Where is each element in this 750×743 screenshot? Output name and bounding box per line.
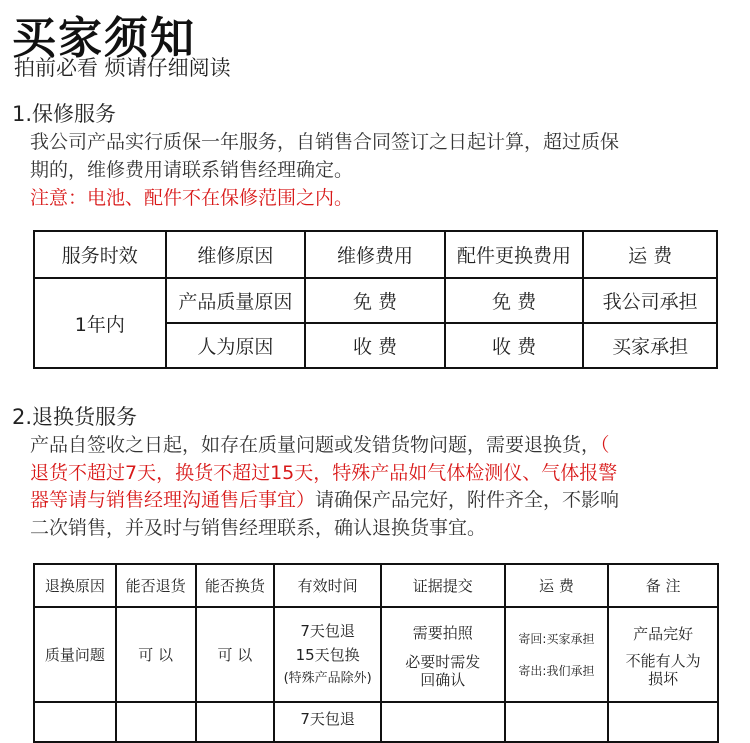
table-header-cell: 能否退货: [116, 564, 196, 607]
page-subtitle: 拍前必看 烦请仔细阅读: [14, 56, 231, 80]
table-cell: 可 以: [196, 607, 275, 702]
table-cell: 人为原因: [166, 323, 306, 368]
warranty-note: 注意：电池、配件不在保修范围之内。: [30, 187, 354, 209]
table-cell: 收 费: [305, 323, 445, 368]
table-header-cell: 能否换货: [196, 564, 275, 607]
table-cell: 产品质量原因: [166, 278, 306, 323]
returns-text-normal: 请确保产品完好，附件齐全，不影响: [315, 489, 620, 511]
cell-line: 7天包退: [300, 710, 355, 728]
table-header-cell: 有效时间: [274, 564, 381, 607]
table-cell: 质量问题: [34, 607, 116, 702]
returns-table: [33, 563, 719, 743]
returns-text-line-1: [30, 432, 735, 460]
cell-line: (特殊产品除外): [283, 670, 372, 686]
table-cell: [608, 702, 718, 742]
cell-line: 寄出:我们承担: [518, 663, 595, 678]
table-cell: [116, 702, 196, 742]
table-header-row: [34, 231, 717, 278]
shipping-cell: [505, 607, 609, 702]
returns-text-line-4: 二次销售，并及时与销售经理联系，确认退换货事宜。: [30, 516, 487, 539]
cell-line: 必要时需发: [405, 652, 481, 671]
returns-text-red: （: [600, 434, 610, 456]
warranty-text-line-1: 我公司产品实行质保一年服务，自销售合同签订之日起计算，超过质保: [30, 131, 620, 153]
table-row: [34, 278, 717, 323]
note-cell: [608, 607, 718, 702]
table-cell: 免 费: [445, 278, 584, 323]
table-cell: 买家承担: [583, 323, 717, 368]
table-cell: [34, 702, 116, 742]
cell-line: 损坏: [648, 669, 679, 688]
table-header-cell: 服务时效: [34, 231, 166, 278]
cell-line: 回确认: [420, 670, 466, 689]
returns-text-line-3: [30, 487, 735, 515]
table-header-cell: 配件更换费用: [445, 231, 584, 278]
table-header-cell: 维修费用: [305, 231, 445, 278]
valid-time-cell: [274, 607, 381, 702]
table-cell: [381, 702, 505, 742]
table-header-cell: 运 费: [583, 231, 717, 278]
service-period-cell: 1年内: [34, 278, 166, 368]
cell-line: 需要拍照: [412, 623, 473, 642]
table-header-cell: 运 费: [505, 564, 609, 607]
table-cell: 收 费: [445, 323, 584, 368]
returns-text-line-2: 退货不超过7天，换货不超过15天，特殊产品如气体检测仪、气体报警: [30, 461, 618, 484]
warranty-text-line-2: 期的，维修费用请联系销售经理确定。: [30, 159, 354, 181]
cell-line: 寄回:买家承担: [518, 631, 595, 646]
table-row: [34, 702, 718, 742]
table-cell: [274, 702, 381, 742]
returns-text-red: 器等请与销售经理沟通售后事宜）: [30, 489, 316, 511]
table-header-row: [34, 564, 718, 607]
table-header-cell: 备 注: [608, 564, 718, 607]
warranty-table: [33, 230, 718, 369]
warranty-description: [30, 128, 735, 212]
table-cell: 可 以: [116, 607, 196, 702]
table-cell: 免 费: [305, 278, 445, 323]
table-header-cell: 维修原因: [166, 231, 306, 278]
returns-text-normal: 产品自签收之日起，如存在质量问题或发错货物问题，需要退换货，: [30, 434, 601, 456]
section-heading-returns: 2.退换货服务: [12, 405, 138, 429]
table-cell: 我公司承担: [583, 278, 717, 323]
cell-line: 7天包退: [300, 621, 355, 640]
cell-line: 产品完好: [633, 624, 694, 643]
table-header-cell: 退换原因: [34, 564, 116, 607]
cell-line: 不能有人为: [625, 651, 701, 670]
table-cell: [196, 702, 275, 742]
cell-line: 15天包换: [295, 645, 360, 664]
returns-description: [30, 432, 735, 542]
table-cell: [505, 702, 609, 742]
table-row: [34, 607, 718, 702]
evidence-cell: [381, 607, 505, 702]
table-header-cell: 证据提交: [381, 564, 505, 607]
page-title: 买家须知: [12, 13, 196, 64]
section-heading-warranty: 1.保修服务: [12, 102, 117, 126]
